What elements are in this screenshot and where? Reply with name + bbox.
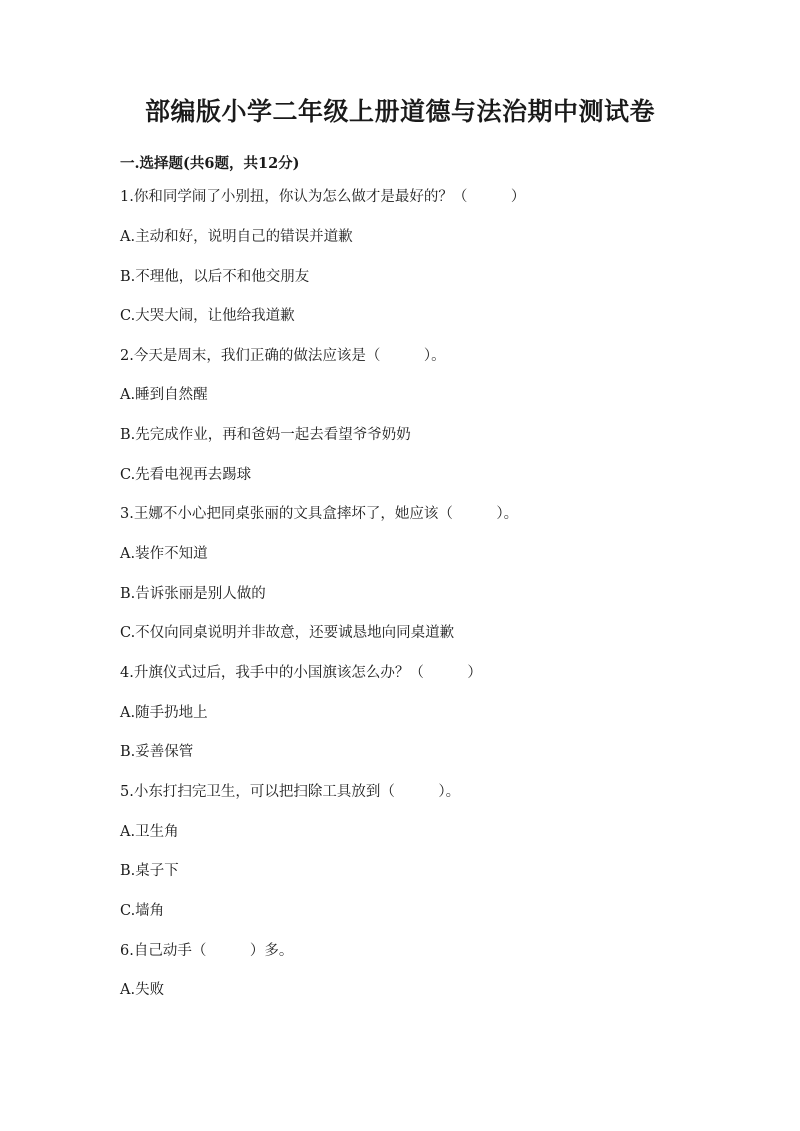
page-title: 部编版小学二年级上册道德与法治期中测试卷 bbox=[144, 97, 655, 126]
answer-option: C.大哭大闹，让他给我道歉 bbox=[120, 308, 295, 324]
answer-option: A.主动和好，说明自己的错误并道歉 bbox=[120, 229, 353, 245]
question-stem: 6.自己动手（ ）多。 bbox=[120, 943, 294, 959]
answer-option: B.不理他，以后不和他交朋友 bbox=[120, 269, 310, 285]
question-stem: 3.王娜不小心把同桌张丽的文具盒摔坏了，她应该（ ）。 bbox=[120, 506, 519, 522]
answer-option: C.不仅向同桌说明并非故意，还要诚恳地向同桌道歉 bbox=[120, 625, 455, 641]
answer-option: A.失败 bbox=[120, 982, 165, 998]
question-stem: 2.今天是周末，我们正确的做法应该是（ ）。 bbox=[120, 348, 446, 364]
answer-option: C.先看电视再去踢球 bbox=[120, 467, 252, 483]
answer-option: A.随手扔地上 bbox=[120, 705, 208, 721]
answer-option: C.墙角 bbox=[120, 903, 165, 919]
answer-option: B.先完成作业，再和爸妈一起去看望爷爷奶奶 bbox=[120, 427, 411, 443]
answer-option: B.告诉张丽是别人做的 bbox=[120, 586, 266, 602]
section-heading: 一.选择题(共6题，共12分) bbox=[120, 155, 300, 172]
answer-option: B.妥善保管 bbox=[120, 744, 194, 760]
answer-option: A.卫生角 bbox=[120, 824, 179, 840]
question-stem: 5.小东打扫完卫生，可以把扫除工具放到（ ）。 bbox=[120, 784, 461, 800]
answer-option: B.桌子下 bbox=[120, 863, 179, 879]
answer-option: A.装作不知道 bbox=[120, 546, 208, 562]
question-stem: 1.你和同学闹了小别扭，你认为怎么做才是最好的？（ ） bbox=[120, 189, 526, 205]
question-stem: 4.升旗仪式过后，我手中的小国旗该怎么办？（ ） bbox=[120, 665, 482, 681]
answer-option: A.睡到自然醒 bbox=[120, 387, 208, 403]
